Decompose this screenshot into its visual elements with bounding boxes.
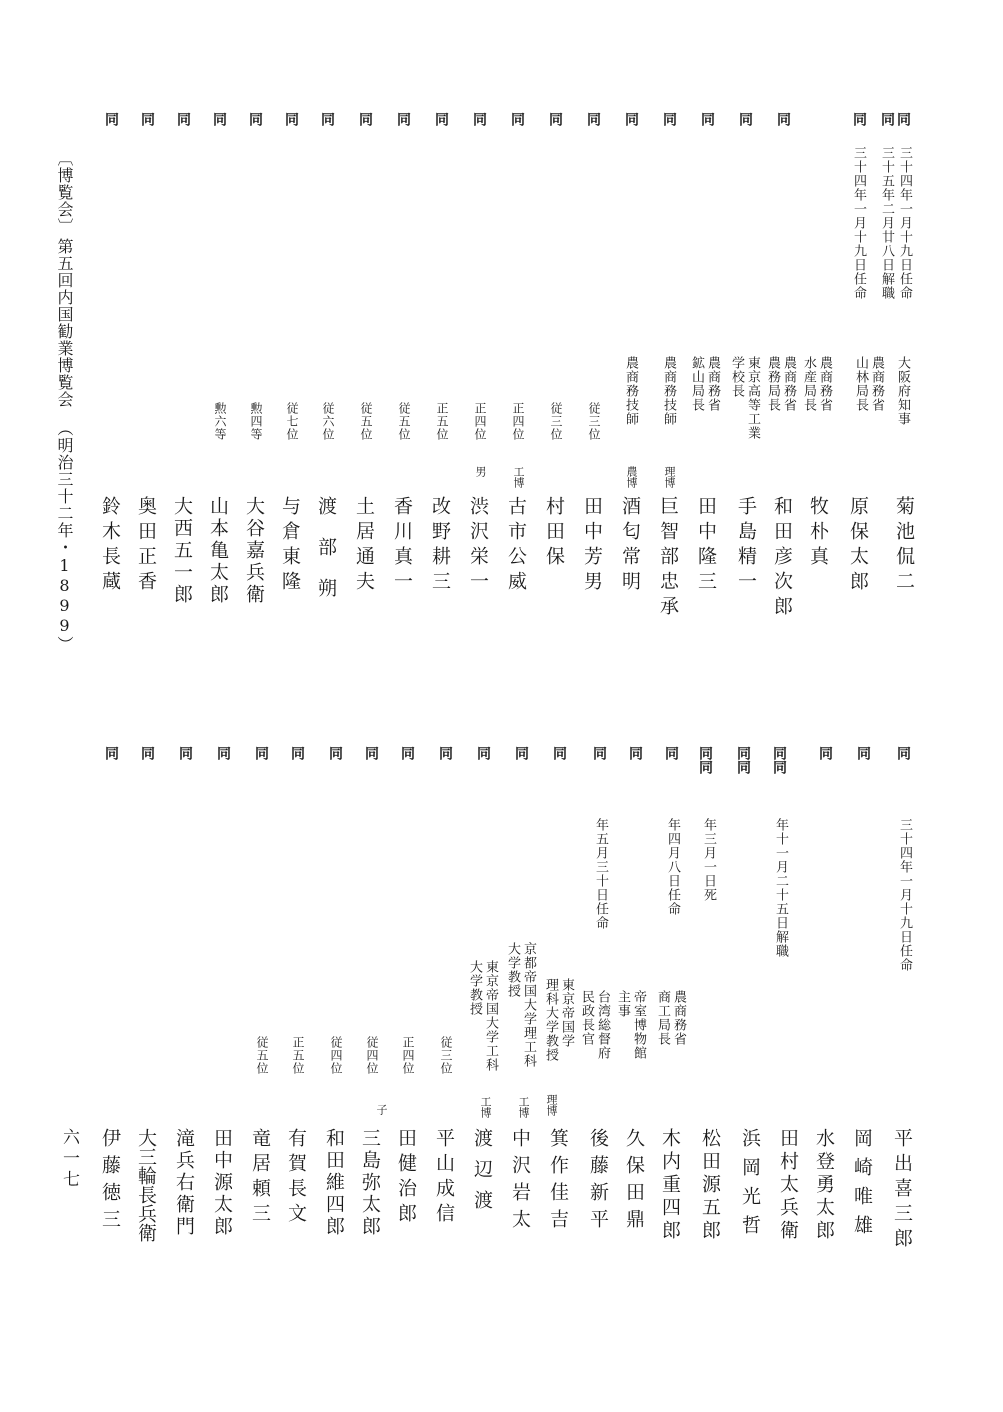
peerage-label: 子: [375, 1104, 388, 1115]
person-name: 奥田正香: [135, 496, 157, 596]
person-name: 木内重四郎: [659, 1128, 681, 1243]
person-name: 伊藤徳三: [99, 1128, 121, 1236]
court-rank: 正四位: [473, 402, 487, 441]
degree-label: 工博: [479, 1096, 492, 1118]
ditto-mark: 同: [357, 112, 373, 126]
date-note: 三十四年一月十九日任命: [897, 146, 912, 300]
person-name: 和田彦次郎: [771, 496, 793, 621]
court-rank: 従三位: [439, 1036, 453, 1075]
university-label: 東京帝国大学工科: [483, 960, 498, 1072]
court-rank: 正五位: [435, 402, 449, 441]
person-name: 手島精一: [735, 496, 757, 596]
ditto-mark: 同: [211, 112, 227, 126]
degree-label: 理博: [545, 1094, 558, 1116]
ditto-mark: 同: [471, 112, 487, 126]
university-label: 京都帝国大学理工科: [521, 942, 536, 1068]
person-name: 原保太郎: [847, 496, 869, 596]
person-name: 滝兵右衛門: [173, 1128, 195, 1238]
ditto-mark: 同同: [771, 746, 787, 774]
government-label: 台湾総督府: [595, 990, 610, 1060]
ditto-mark: 同: [139, 112, 155, 126]
position-title: 大学教授: [467, 960, 482, 1016]
ditto-mark: 同: [175, 112, 191, 126]
person-name: 渋沢栄一: [467, 496, 489, 596]
court-rank: 従四位: [365, 1036, 379, 1075]
ditto-mark: 同: [103, 112, 119, 126]
person-name: 鈴木長蔵: [99, 496, 121, 596]
position-title: 水産局長: [801, 356, 816, 412]
court-rank: 従六位: [321, 402, 335, 441]
ditto-mark: 同: [551, 746, 567, 760]
ditto-mark: 同: [283, 112, 299, 126]
ditto-mark: 同: [591, 746, 607, 760]
date-note: 年三月一日死: [701, 818, 716, 902]
degree-label: 工博: [512, 466, 525, 488]
court-rank: 正四位: [401, 1036, 415, 1075]
ditto-mark: 同: [247, 112, 263, 126]
ditto-mark: 同: [289, 746, 305, 760]
date-note: 三十五年二月廿八日解職: [879, 146, 894, 300]
person-name: 水登勇太郎: [813, 1128, 835, 1243]
ditto-mark: 同: [475, 746, 491, 760]
ditto-mark: 同: [699, 112, 715, 126]
person-name: 大谷嘉兵衛: [243, 496, 265, 606]
ditto-mark: 同: [177, 746, 193, 760]
person-name: 箕作佳吉: [547, 1128, 569, 1236]
ministry-label: 農商務省: [781, 356, 796, 412]
person-name: 岡崎唯雄: [851, 1128, 873, 1244]
person-name: 竜居頼三: [249, 1128, 271, 1228]
degree-label: 農博: [625, 466, 638, 488]
person-name: 田中源太郎: [211, 1128, 233, 1238]
position-title: 大阪府知事: [895, 356, 910, 426]
ditto-mark: 同: [103, 746, 119, 760]
date-note: 三十四年一月十九日任命: [851, 146, 866, 300]
person-name: 田中芳男: [581, 496, 603, 596]
date-note: 年五月三十日任命: [593, 818, 608, 930]
ditto-mark: 同: [627, 746, 643, 760]
peerage-label: 男: [474, 466, 487, 477]
date-note: 三十四年一月十九日任命: [897, 818, 912, 972]
position-title: 鉱山局長: [689, 356, 704, 412]
ditto-mark: 同: [433, 112, 449, 126]
ditto-mark: 同: [775, 112, 791, 126]
court-rank: 従五位: [359, 402, 373, 441]
ditto-mark: 同: [547, 112, 563, 126]
person-name: 渡辺渡: [471, 1128, 493, 1221]
person-name: 田村太兵衛: [777, 1128, 799, 1243]
school-label: 東京高等工業: [745, 356, 760, 440]
ditto-mark: 同: [363, 746, 379, 760]
university-label: 東京帝国学: [559, 978, 574, 1048]
position-title: 農商務技師: [661, 356, 676, 426]
person-name: 田中隆三: [695, 496, 717, 596]
person-name: 香川真一: [391, 496, 413, 596]
court-rank: 従四位: [329, 1036, 343, 1075]
decoration-rank: 勲四等: [249, 402, 263, 441]
ditto-mark: 同: [737, 112, 753, 126]
ministry-label: 農商務省: [671, 990, 686, 1046]
ditto-mark: 同: [585, 112, 601, 126]
degree-label: 理博: [663, 466, 676, 488]
section-label: 〔博覧会〕: [55, 150, 74, 235]
person-name: 三島弥太郎: [359, 1128, 381, 1238]
position-title: 商工局長: [655, 990, 670, 1046]
person-name: 渡部朔: [315, 496, 337, 619]
ditto-mark: 同: [817, 746, 833, 760]
ditto-mark: 同同: [735, 746, 751, 774]
ditto-mark: 同: [253, 746, 269, 760]
position-title: 理科大学教授: [543, 978, 558, 1062]
ditto-mark: 同: [879, 112, 895, 126]
person-name: 牧朴真: [807, 496, 829, 571]
court-rank: 従五位: [255, 1036, 269, 1075]
person-name: 菊池侃二: [893, 496, 915, 596]
court-rank: 従三位: [549, 402, 563, 441]
position-title: 主事: [615, 990, 630, 1018]
person-name: 巨智部忠承: [657, 496, 679, 621]
event-title: 第五回内国勧業博覧会: [55, 238, 74, 408]
person-name: 土居通夫: [353, 496, 375, 596]
ditto-mark: 同: [661, 112, 677, 126]
ditto-mark: 同: [851, 112, 867, 126]
court-rank: 正四位: [511, 402, 525, 441]
ditto-mark: 同: [399, 746, 415, 760]
ditto-mark: 同同: [697, 746, 713, 774]
person-name: 有賀長文: [285, 1128, 307, 1228]
position-title: 民政長官: [579, 990, 594, 1046]
person-name: 古市公威: [505, 496, 527, 596]
person-name: 田健治郎: [395, 1128, 417, 1228]
person-name: 山本亀太郎: [207, 496, 229, 606]
ditto-mark: 同: [895, 746, 911, 760]
position-title: 学校長: [729, 356, 744, 398]
person-name: 与倉東隆: [279, 496, 301, 596]
ditto-mark: 同: [319, 112, 335, 126]
person-name: 改野耕三: [429, 496, 451, 596]
ditto-mark: 同: [139, 746, 155, 760]
ditto-mark: 同: [895, 112, 911, 126]
court-rank: 従五位: [397, 402, 411, 441]
person-name: 大西五一郎: [171, 496, 193, 606]
position-title: 農務局長: [765, 356, 780, 412]
ditto-mark: 同: [513, 746, 529, 760]
ministry-label: 農商務省: [869, 356, 884, 412]
ditto-mark: 同: [215, 746, 231, 760]
person-name: 平山成信: [433, 1128, 455, 1228]
person-name: 久保田鼎: [623, 1128, 645, 1236]
position-title: 大学教授: [505, 942, 520, 998]
date-note: 年四月八日任命: [665, 818, 680, 916]
ditto-mark: 同: [509, 112, 525, 126]
person-name: 平出喜三郎: [891, 1128, 913, 1253]
court-rank: 従七位: [285, 402, 299, 441]
ditto-mark: 同: [663, 746, 679, 760]
person-name: 村田保: [543, 496, 565, 571]
page-number: 六一七: [59, 1128, 79, 1191]
person-name: 浜岡光哲: [739, 1128, 761, 1244]
decoration-rank: 勲六等: [213, 402, 227, 441]
person-name: 中沢岩太: [509, 1128, 531, 1236]
person-name: 和田維四郎: [323, 1128, 345, 1238]
ditto-mark: 同: [327, 746, 343, 760]
ditto-mark: 同: [623, 112, 639, 126]
ditto-mark: 同: [855, 746, 871, 760]
ministry-label: 農商務省: [705, 356, 720, 412]
position-title: 農商務技師: [623, 356, 638, 426]
ditto-mark: 同: [437, 746, 453, 760]
person-name: 酒匂常明: [619, 496, 641, 596]
museum-label: 帝室博物館: [631, 990, 646, 1060]
date-note: 年十一月二十五日解職: [773, 818, 788, 958]
court-rank: 従三位: [587, 402, 601, 441]
position-title: 山林局長: [853, 356, 868, 412]
ministry-label: 農商務省: [817, 356, 832, 412]
person-name: 大三輪長兵衛: [135, 1128, 157, 1242]
court-rank: 正五位: [291, 1036, 305, 1075]
degree-label: 工博: [517, 1096, 530, 1118]
person-name: 後藤新平: [587, 1128, 609, 1236]
event-period: （明治三十二年・1899）: [55, 420, 74, 653]
ditto-mark: 同: [395, 112, 411, 126]
person-name: 松田源五郎: [699, 1128, 721, 1243]
